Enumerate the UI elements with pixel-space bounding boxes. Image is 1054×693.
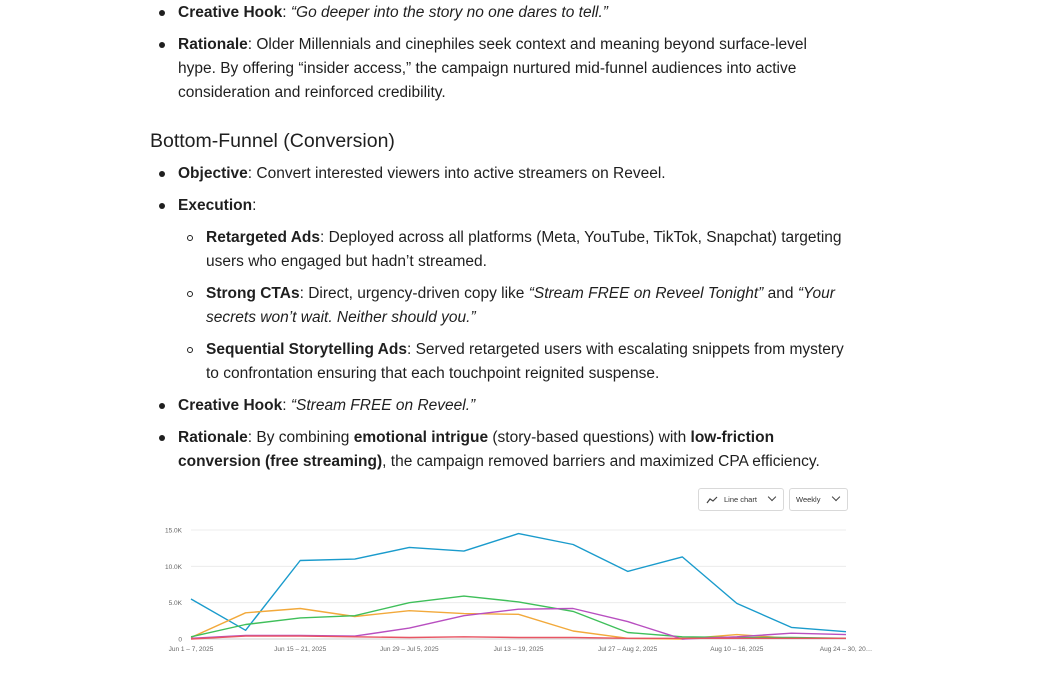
y-tick-label: 10.0K	[165, 563, 182, 571]
ctas-quote1: “Stream FREE on Reveel Tonight”	[528, 285, 764, 302]
chart-type-dropdown[interactable]	[698, 488, 784, 511]
creative-hook2-sep: :	[282, 397, 291, 414]
section-heading: Bottom-Funnel (Conversion)	[150, 130, 395, 152]
sub-bullet-ring	[187, 347, 193, 353]
bullet-dot	[159, 171, 165, 177]
bullet-creative-hook-mid: Creative Hook: “Go deeper into the story no one dares to tell.”	[150, 1, 608, 25]
rationale-text-line2: hype. By offering “insider access,” the campaign nurtured mid-funnel audiences into active	[178, 60, 797, 77]
chevron-down-icon	[768, 493, 776, 501]
line-chart-icon	[706, 496, 718, 504]
bullet-dot	[159, 435, 165, 441]
series-line	[191, 609, 846, 640]
chart-type-label: Line chart	[724, 495, 757, 504]
creative-hook-quote: “Go deeper into the story no one dares to tell.”	[290, 4, 608, 21]
bullet-execution	[150, 194, 256, 218]
rationale2-bold2-start: low-friction	[690, 429, 775, 446]
creative-hook2-label: Creative Hook	[178, 397, 283, 414]
ctas-quote2-end: secrets won’t wait. Neither should you.”	[206, 309, 476, 326]
rationale-label: Rationale	[178, 36, 248, 53]
series-line	[191, 534, 846, 632]
rationale2-text3: , the campaign removed barriers and maximized CPA efficiency.	[382, 453, 820, 470]
bullet-dot	[159, 403, 165, 409]
y-tick-label: 15.0K	[165, 527, 182, 535]
sub-bullet-sequential-ads	[150, 338, 844, 386]
x-tick-label: Jul 27 – Aug 2, 2025	[598, 646, 658, 653]
rationale2-label: Rationale	[178, 429, 248, 446]
ctas-label: Strong CTAs	[206, 285, 300, 302]
execution-label: Execution	[178, 197, 253, 214]
chevron-down-icon	[832, 493, 840, 501]
rationale2-text2: (story-based questions) with	[488, 429, 691, 446]
x-tick-label: Aug 24 – 30, 20…	[819, 646, 873, 653]
creative-hook-label: Creative Hook	[178, 4, 283, 21]
bullet-dot	[159, 10, 165, 16]
sub-bullet-strong-ctas	[150, 282, 835, 330]
bullet-dot	[159, 42, 165, 48]
x-tick-label: Jul 13 – 19, 2025	[493, 646, 544, 653]
bullet-rationale-mid	[150, 33, 807, 105]
creative-hook2-quote: “Stream FREE on Reveel.”	[290, 397, 476, 414]
sub-bullet-ring	[187, 235, 193, 241]
retargeted-text-line2: users who engaged but hadn’t streamed.	[206, 253, 487, 270]
y-tick-label: 5.0K	[168, 600, 182, 608]
rationale2-bold2-end: conversion (free streaming)	[178, 453, 383, 470]
series-line	[191, 609, 846, 640]
rationale2-text1: : By combining	[247, 429, 354, 446]
sub-bullet-ring	[187, 291, 193, 297]
x-tick-label: Jun 1 – 7, 2025	[168, 646, 214, 653]
period-dropdown[interactable]	[789, 488, 848, 511]
x-tick-label: Jun 29 – Jul 5, 2025	[380, 646, 439, 653]
objective-text: : Convert interested viewers into active streamers on Reveel.	[247, 165, 666, 182]
line-chart	[150, 515, 873, 660]
bullet-objective	[150, 162, 666, 186]
retargeted-label: Retargeted Ads	[206, 229, 320, 246]
ctas-text: : Direct, urgency-driven copy like	[299, 285, 529, 302]
ctas-quote2-start: “Your	[797, 285, 835, 302]
period-label: Weekly	[796, 495, 821, 504]
sequential-label: Sequential Storytelling Ads	[206, 341, 407, 358]
bullet-creative-hook-bottom	[150, 394, 475, 418]
rationale-text-line3: consideration and reinforced credibility.	[178, 84, 446, 101]
bullet-rationale-bottom	[150, 426, 820, 474]
execution-colon: :	[252, 197, 257, 214]
x-tick-label: Aug 10 – 16, 2025	[710, 646, 764, 653]
rationale2-bold1: emotional intrigue	[353, 429, 489, 446]
objective-label: Objective	[178, 165, 248, 182]
bullet-dot	[159, 203, 165, 209]
rationale-text-line1: : Older Millennials and cinephiles seek context and meaning beyond surface-level	[247, 36, 807, 53]
sequential-text-line2: to confrontation ensuring that each touchpoint reignited suspense.	[206, 365, 660, 382]
sub-bullet-retargeted-ads	[150, 226, 842, 274]
sequential-text-line1: : Served retargeted users with escalating snippets from mystery	[406, 341, 844, 358]
x-tick-label: Jun 15 – 21, 2025	[274, 646, 327, 653]
ctas-and: and	[763, 285, 798, 302]
retargeted-text-line1: : Deployed across all platforms (Meta, YouTube, TikTok, Snapchat) targeting	[319, 229, 842, 246]
y-tick-label: 0	[178, 636, 182, 644]
